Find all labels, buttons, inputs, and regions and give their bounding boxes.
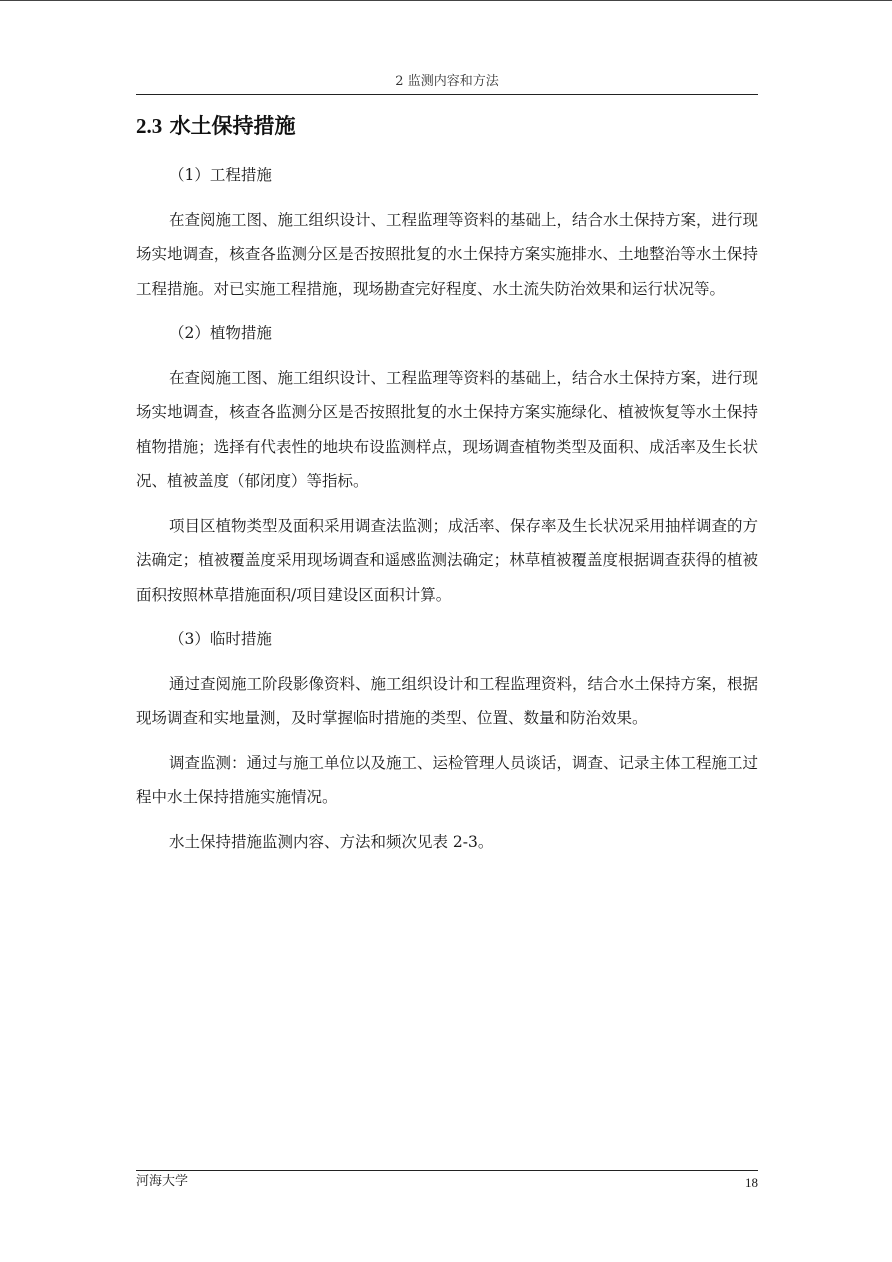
subhead-engineering-measures: （1）工程措施 [169,166,272,184]
body-content [136,158,758,869]
paragraph: 在查阅施工图、施工组织设计、工程监理等资料的基础上，结合水土保持方案，进行现场实地调查，核查各监测分区是否按照批复的水土保持方案实施绿化、植被恢复等水土保持植物措施；选择有代表性的地块布设监测样点，现场调查植物类型及面积、成活率及生长状况、植被盖度（郁闭度）等指标。 [136,368,759,490]
footer-rule [136,1170,758,1171]
paragraph: 项目区植物类型及面积采用调查法监测；成活率、保存率及生长状况采用抽样调查的方法确定；植被覆盖度采用现场调查和遥感监测法确定；林草植被覆盖度根据调查获得的植被面积按照林草措施面积/项目建设区面积计算。 [136,516,759,604]
header-rule [136,94,758,95]
page-number: 18 [745,1175,758,1190]
paragraph: 通过查阅施工阶段影像资料、施工组织设计和工程监理资料，结合水土保持方案，根据现场调查和实地量测，及时掌握临时措施的类型、位置、数量和防治效果。 [136,674,759,727]
footer-institution: 河海大学 [136,1174,189,1189]
running-header: 2 监测内容和方法 [395,74,499,89]
section-title-text: 水土保持措施 [169,114,296,138]
subhead-plant-measures: （2）植物措施 [169,324,272,342]
section-title [136,112,296,140]
paragraph: 调查监测：通过与施工单位以及施工、运检管理人员谈话，调查、记录主体工程施工过程中水土保持措施实施情况。 [136,753,759,806]
paragraph: 在查阅施工图、施工组织设计、工程监理等资料的基础上，结合水土保持方案，进行现场实地调查，核查各监测分区是否按照批复的水土保持方案实施排水、土地整治等水土保持工程措施。对已实施工程措施，现场勘查完好程度、水土流失防治效果和运行状况等。 [136,210,759,298]
page-top-edge [0,0,892,1]
paragraph: 水土保持措施监测内容、方法和频次见表 2-3。 [169,832,494,851]
subhead-temporary-measures: （3）临时措施 [169,630,272,648]
section-number: 2.3 [136,114,163,138]
